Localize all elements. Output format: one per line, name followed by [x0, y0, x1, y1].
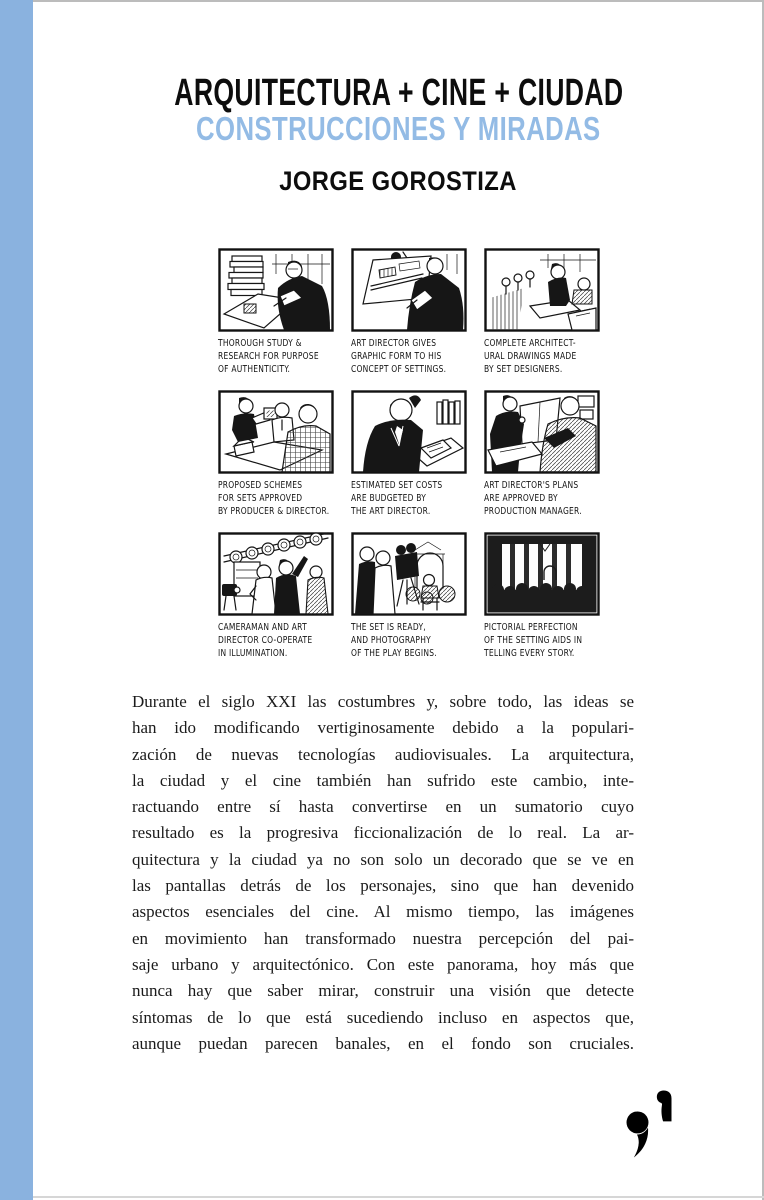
paragraph-line: aspectos esenciales del cine. Al mismo tiempo, las imágenes — [132, 902, 634, 922]
paragraph-line: saje urbano y arquitectónico. Con este panorama, hoy más que — [132, 954, 634, 974]
panel-caption: COMPLETE ARCHITECT- URAL DRAWINGS MADE BY SET DESIGNERS. — [484, 338, 577, 376]
panel-illustration-plans — [484, 390, 600, 474]
panel-caption: CAMERAMAN AND ART DIRECTOR CO-OPERATE IN ILLUMINATION. — [218, 622, 313, 660]
panel-caption: ART DIRECTOR'S PLANS ARE APPROVED BY PRODUCTION MANAGER. — [484, 480, 582, 518]
panel-illustration-drafting — [351, 248, 467, 332]
comic-panel — [484, 532, 600, 674]
comic-panel — [484, 390, 600, 532]
paragraph-line: resultado es la progresiva ficcionalización de lo real. La ar- — [132, 823, 634, 843]
comic-panel — [218, 248, 334, 390]
publisher-quote-mark-logo-icon — [626, 1090, 672, 1158]
panel-illustration-lighting — [218, 532, 334, 616]
panel-illustration-drafting-room — [484, 248, 600, 332]
author-name — [33, 168, 764, 195]
page-title — [33, 74, 764, 112]
panel-caption: THOROUGH STUDY & RESEARCH FOR PURPOSE OF AUTHENTICITY. — [218, 338, 319, 376]
paragraph-line: las pantallas detrás de los personajes, sino que han devenido — [132, 876, 634, 896]
comic-panel — [351, 248, 467, 390]
paragraph-line: han ido modificando vertiginosamente debido a la populari- — [132, 718, 634, 738]
page-top-edge — [33, 0, 764, 2]
panel-caption: ART DIRECTOR GIVES GRAPHIC FORM TO HIS CONCEPT OF SETTINGS. — [351, 338, 447, 376]
paragraph-line: la ciudad y el cine también han sufrido este cambio, inte- — [132, 770, 634, 790]
comic-panel — [351, 390, 467, 532]
paragraph-line: quitectura y la ciudad ya no son solo un decorado que se ve en — [132, 849, 634, 869]
panel-caption: THE SET IS READY, AND PHOTOGRAPHY OF THE PLAY BEGINS. — [351, 622, 437, 660]
paragraph-line: nunca hay que saber mirar, construir una visión que detecte — [132, 981, 634, 1001]
panel-illustration-schemes — [218, 390, 334, 474]
panel-caption: ESTIMATED SET COSTS ARE BUDGETED BY THE ART DIRECTOR. — [351, 480, 443, 518]
back-cover-paragraph — [132, 689, 634, 1057]
paragraph-line: síntomas de lo que está sucediendo incluso en aspectos que, — [132, 1007, 634, 1027]
paragraph-line: Durante el siglo XXI las costumbres y, sobre todo, las ideas se — [132, 692, 634, 711]
paragraph-line: aunque puedan parecen banales, en el fondo son cruciales. — [132, 1033, 634, 1053]
panel-illustration-set-ready — [351, 532, 467, 616]
panel-illustration-research-study — [218, 248, 334, 332]
paragraph-line: zación de nuevas tecnologías audiovisuales. La arquitectura, — [132, 744, 634, 764]
comic-panel-grid — [218, 248, 600, 674]
left-accent-strip — [0, 0, 33, 1200]
comic-panel — [218, 390, 334, 532]
comic-panel — [351, 532, 467, 674]
comic-panel — [484, 248, 600, 390]
panel-illustration-budget — [351, 390, 467, 474]
comic-panel — [218, 532, 334, 674]
subtitle-text: CONSTRUCCIONES Y MIRADAS — [196, 110, 601, 147]
page-subtitle — [33, 112, 764, 145]
author-text: JORGE GOROSTIZA — [279, 166, 518, 196]
page-bottom-edge — [33, 1196, 764, 1198]
panel-caption: PICTORIAL PERFECTION OF THE SETTING AIDS IN TELLING EVERY STORY. — [484, 622, 583, 660]
panel-caption: PROPOSED SCHEMES FOR SETS APPROVED BY PRODUCER & DIRECTOR. — [218, 480, 330, 518]
paragraph-line: ractuando entre sí hasta convertirse en un sumatorio cuyo — [132, 797, 634, 817]
panel-illustration-pictorial — [484, 532, 600, 616]
title-text: ARQUITECTURA + CINE + CIUDAD — [173, 72, 624, 114]
paragraph-line: en movimiento han transformado nuestra percepción del pai- — [132, 928, 634, 948]
